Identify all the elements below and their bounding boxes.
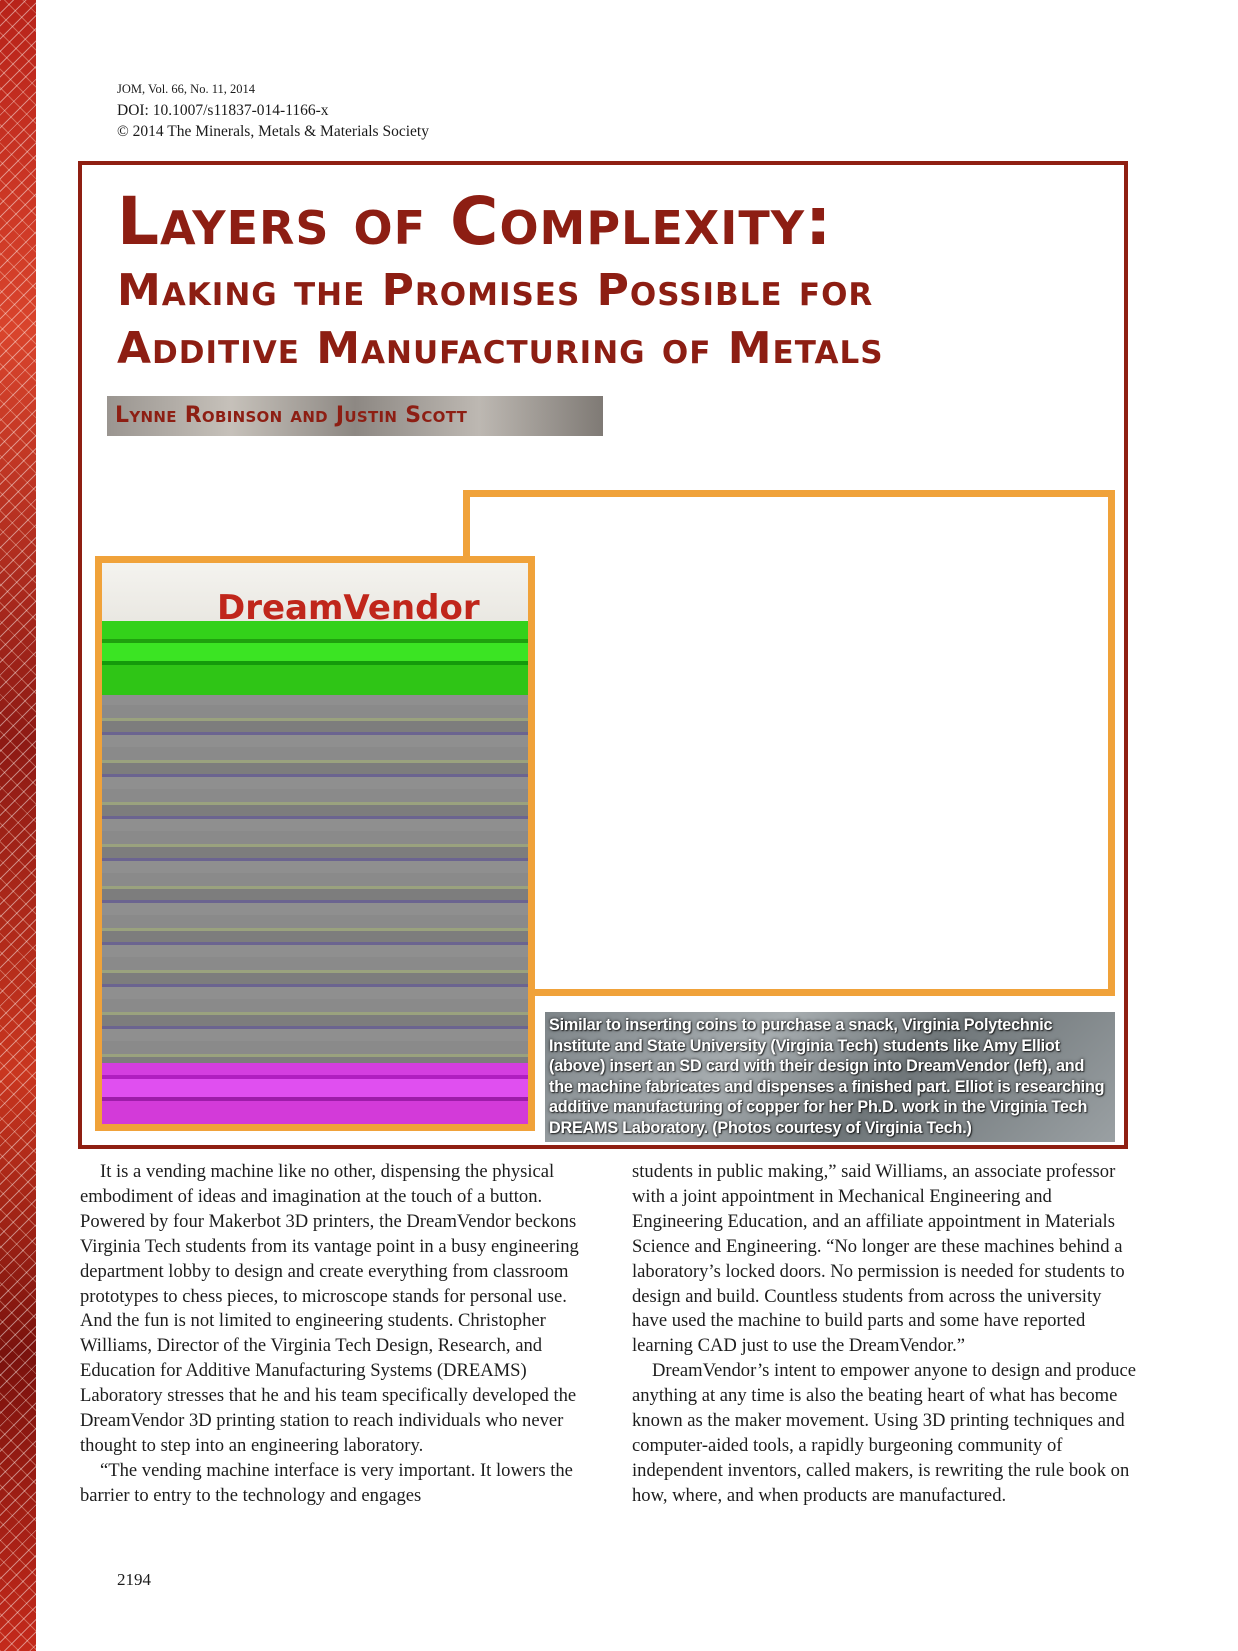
body-column-left [80,1160,580,1509]
figure-caption: Similar to inserting coins to purchase a snack, Virginia Polytechnic Institute and State University (Virginia Tech) students like Amy Elliot (above) insert an SD card with their design into DreamVendor (left), and the machine fabricates and dispenses a finished part. Elliot is researching additive manufacturing of copper for her Ph.D. work in the Virginia Tech DREAMS Laboratory. (Photos courtesy of Virginia Tech.) [545,1012,1115,1142]
body-column-right [632,1160,1137,1509]
dreamvendor-photo [95,556,535,1131]
paragraph: “The vending machine interface is very important. It lowers the barrier to entry to the technology and engages [80,1459,573,1506]
paragraph: DreamVendor’s intent to empower anyone to design and produce anything at any time is also the beating heart of what has become known as the maker movement. Using 3D printing techniques and computer-aided tools, a rapidly burgeoning community of independent inventors, called makers, is rewriting the rule book on how, where, and when products are manufactured. [632,1360,1136,1506]
article-title: Layers of Complexity: [117,183,833,260]
photo-frame-right [463,490,1115,996]
dreamvendor-logo: DreamVendor [217,588,480,628]
vendor-shelves [102,621,528,1131]
article-subtitle [117,262,884,378]
doi: DOI: 10.1007/s11837-014-1166-x [117,102,329,119]
subtitle-line-1: Making the Promises Possible for [117,265,874,316]
subtitle-line-2: Additive Manufacturing of Metals [117,323,884,374]
copyright: © 2014 The Minerals, Metals & Materials Society [117,123,429,140]
paragraph: students in public making,” said Williams, an associate professor with a joint appointment in Mechanical Engineering and Engineering Education, and an affiliate appointment in Materials Science and Engineering. “No longer are these machines behind a laboratory’s locked doors. No permission is needed for students to design and build. Countless students from across the university have used the machine to build parts and some have reported learning CAD just to use the DreamVendor.” [632,1161,1125,1357]
paragraph: It is a vending machine like no other, dispensing the physical embodiment of ideas and imagination at the touch of a button. Powered by four Makerbot 3D printers, the DreamVendor beckons Virginia Tech students from its vantage point in a busy engineering department lobby to design and create everything from classroom prototypes to chess pieces, to microscope stands for personal use. And the fun is not limited to engineering students. Christopher Williams, Director of the Virginia Tech Design, Research, and Education for Additive Manufacturing Systems (DREAMS) Laboratory stresses that he and his team specifically developed the DreamVendor 3D printing station to reach individuals who never thought to step into an engineering laboratory. [80,1161,579,1456]
page-number: 2194 [117,1570,151,1589]
journal-header [117,79,429,142]
author-banner: Lynne Robinson and Justin Scott [107,396,603,436]
journal-citation: JOM, Vol. 66, No. 11, 2014 [117,82,255,96]
vendor-green-band [102,621,528,695]
vendor-magenta-band [102,1063,528,1125]
decorative-side-strip [0,0,36,1651]
